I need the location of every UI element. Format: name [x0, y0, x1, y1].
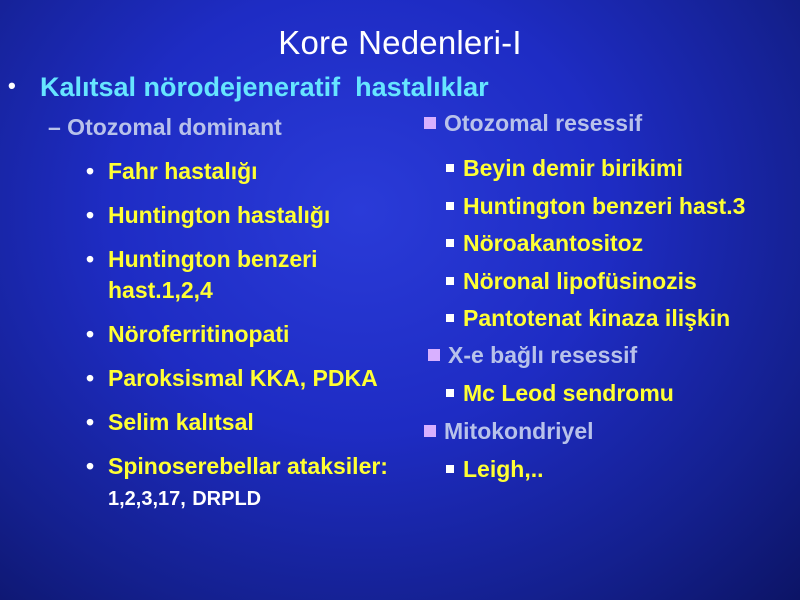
- list-item: [446, 155, 683, 182]
- square-bullet-icon: [446, 202, 454, 210]
- square-bullet-icon: [446, 239, 454, 247]
- main-bullet: [8, 72, 489, 103]
- list-item: [84, 407, 414, 438]
- main-bullet-prefix: Kalıtsal nörodejeneratif: [40, 72, 341, 102]
- list-item: [446, 230, 643, 257]
- list-item-text: Nöroferritinopati: [108, 321, 290, 347]
- left-list: [84, 156, 414, 528]
- list-item-text: Huntington benzeri hast.3: [463, 193, 746, 219]
- right-heading-text: Mitokondriyel: [444, 418, 594, 444]
- right-heading-text: Otozomal resessif: [444, 110, 643, 136]
- left-subheading: – Otozomal dominant: [48, 114, 282, 140]
- list-item-text: Paroksismal KKA, PDKA: [108, 365, 378, 391]
- square-bullet-icon: [446, 164, 454, 172]
- right-heading-autosomal-recessive: [424, 110, 642, 137]
- bullet-dot-icon: •: [86, 158, 95, 184]
- list-item-text: Huntington hastalığı: [108, 202, 331, 228]
- square-bullet-icon: [424, 425, 436, 437]
- bullet-dot-icon: •: [8, 73, 16, 98]
- list-item: [84, 451, 414, 515]
- list-item-extra: DRPLD: [192, 488, 262, 510]
- list-item-text: Beyin demir birikimi: [463, 155, 683, 181]
- list-item-text: Nöronal lipofüsinozis: [463, 268, 697, 294]
- square-bullet-icon: [424, 117, 436, 129]
- list-item: [84, 200, 414, 231]
- right-heading-x-linked-recessive: [428, 342, 637, 369]
- list-item: [446, 456, 544, 483]
- square-bullet-icon: [446, 277, 454, 285]
- main-bullet-suffix: hastalıklar: [355, 72, 489, 102]
- list-item: [446, 380, 674, 407]
- list-item-text: Spinoserebellar ataksiler:: [108, 453, 388, 479]
- square-bullet-icon: [446, 389, 454, 397]
- list-item: [446, 305, 730, 332]
- list-item: [84, 244, 414, 306]
- slide-title: Kore Nedenleri-I: [278, 24, 522, 61]
- list-item-text: Leigh,..: [463, 456, 544, 482]
- list-item-text: Nöroakantositoz: [463, 230, 644, 256]
- square-bullet-icon: [446, 465, 454, 473]
- square-bullet-icon: [446, 314, 454, 322]
- list-item: [84, 363, 414, 394]
- list-item-text: Pantotenat kinaza ilişkin: [463, 305, 731, 331]
- bullet-dot-icon: •: [86, 321, 95, 347]
- list-item-text: Huntington benzeri hast.1,2,4: [108, 246, 318, 303]
- list-item: [84, 319, 414, 350]
- list-item-numbers: 1,2,3,17,: [108, 488, 186, 510]
- list-item: [446, 268, 697, 295]
- right-heading-text: X-e bağlı resessif: [448, 342, 638, 368]
- list-item-text: Selim kalıtsal: [108, 409, 254, 435]
- bullet-dot-icon: •: [86, 202, 95, 228]
- bullet-dot-icon: •: [86, 365, 95, 391]
- list-item-text: Mc Leod sendromu: [463, 380, 674, 406]
- list-item: [84, 156, 414, 187]
- bullet-dot-icon: •: [86, 453, 95, 479]
- list-item-text: Fahr hastalığı: [108, 158, 258, 184]
- right-heading-mitochondrial: [424, 418, 594, 445]
- bullet-dot-icon: •: [86, 409, 95, 435]
- list-item: [446, 193, 745, 220]
- bullet-dot-icon: •: [86, 246, 95, 272]
- square-bullet-icon: [428, 349, 440, 361]
